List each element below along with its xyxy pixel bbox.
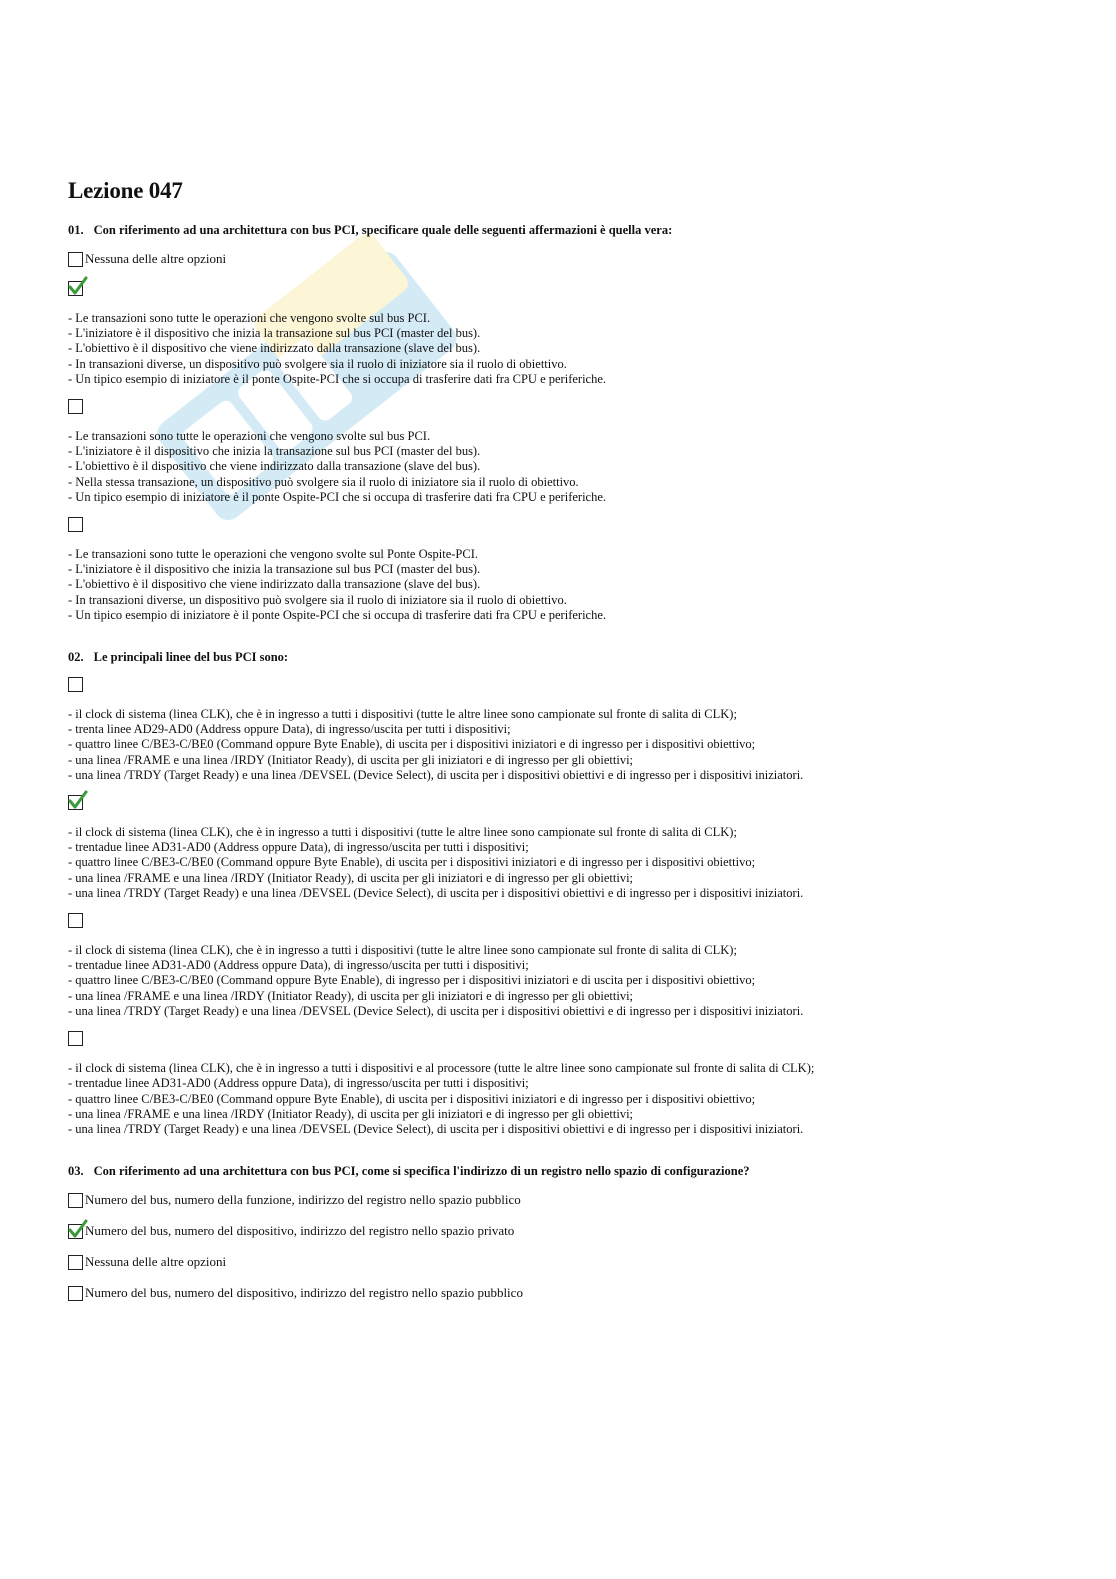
answer-line: - Le transazioni sono tutte le operazioni che vengono svolte sul Ponte Ospite-PCI. [68, 547, 478, 562]
answer-text [68, 1061, 1068, 1137]
answer-line: - quattro linee C/BE3-C/BE0 (Command oppure Byte Enable), di uscita per i dispositivi iniziatori e di ingresso per i dispositivi obiettivo; [68, 1091, 756, 1106]
answer-label: Nessuna delle altre opzioni [85, 251, 227, 266]
answer-line: - il clock di sistema (linea CLK), che è in ingresso a tutti i dispositivi (tutte le altre linee sono campionate sul fronte di salita di CLK); [68, 707, 737, 722]
answer-line: - L'iniziatore è il dispositivo che inizia la transazione sul bus PCI (master del bus). [68, 326, 481, 341]
answer-label: Numero del bus, numero della funzione, indirizzo del registro nello spazio pubblico [85, 1192, 521, 1208]
question-prompt: Con riferimento ad una architettura con bus PCI, specificare quale delle seguenti affermazioni è quella vera: [93, 223, 673, 237]
answer-line: - una linea /FRAME e una linea /IRDY (Initiator Ready), di uscita per gli iniziatori e di ingresso per gli obiettivi; [68, 988, 634, 1003]
answer-line: - L'obiettivo è il dispositivo che viene indirizzato dalla transazione (slave del bus). [68, 577, 481, 592]
answer-line: - L'obiettivo è il dispositivo che viene indirizzato dalla transazione (slave del bus). [68, 459, 481, 474]
answer-line: - trenta linee AD29-AD0 (Address oppure Data), di ingresso/uscita per tutti i dispositivi; [68, 722, 511, 737]
answer-option[interactable] [68, 913, 1068, 1019]
question [68, 222, 1068, 623]
answer-line: - Un tipico esempio di iniziatore è il ponte Ospite-PCI che si occupa di trasferire dati fra CPU e periferiche. [68, 489, 607, 504]
question-number: 03. [68, 1164, 84, 1179]
answer-line: - In transazioni diverse, un dispositivo può svolgere sia il ruolo di iniziatore sia il ruolo di obiettivo. [68, 592, 567, 607]
page-title: Lezione 047 [68, 178, 183, 203]
answer-checkbox[interactable] [68, 252, 83, 267]
answer-label: Nessuna delle altre opzioni [85, 1254, 227, 1270]
answer-line: - trentadue linee AD31-AD0 (Address oppure Data), di ingresso/uscita per tutti i dispositivi; [68, 958, 529, 973]
answer-option[interactable] [68, 677, 1068, 783]
answer-option[interactable] [68, 1191, 1068, 1209]
question [68, 649, 1068, 1137]
question-prompt: Le principali linee del bus PCI sono: [93, 650, 289, 665]
answer-checkbox[interactable] [68, 281, 83, 296]
answer-line: - una linea /TRDY (Target Ready) e una linea /DEVSEL (Device Select), di uscita per i dispositivi obiettivi e di ingresso per i dispositivi iniziatori. [68, 1003, 804, 1018]
answer-checkbox[interactable] [68, 1193, 83, 1208]
answer-line: - trentadue linee AD31-AD0 (Address oppure Data), di ingresso/uscita per tutti i dispositivi; [68, 1076, 529, 1091]
answer-line: - una linea /FRAME e una linea /IRDY (Initiator Ready), di uscita per gli iniziatori e di ingresso per gli obiettivi; [68, 870, 634, 885]
answer-label: Numero del bus, numero del dispositivo, indirizzo del registro nello spazio pubblico [85, 1285, 523, 1301]
answer-line: - una linea /TRDY (Target Ready) e una linea /DEVSEL (Device Select), di uscita per i dispositivi obiettivi e di ingresso per i dispositivi iniziatori. [68, 767, 804, 782]
answer-line: - quattro linee C/BE3-C/BE0 (Command oppure Byte Enable), di uscita per i dispositivi iniziatori e di ingresso per i dispositivi obiettivo; [68, 855, 756, 870]
answer-option[interactable] [68, 1284, 1068, 1302]
answer-line: - trentadue linee AD31-AD0 (Address oppure Data), di ingresso/uscita per tutti i dispositivi; [68, 840, 529, 855]
answer-line: - Un tipico esempio di iniziatore è il ponte Ospite-PCI che si occupa di trasferire dati fra CPU e periferiche. [68, 607, 607, 622]
answer-checkbox[interactable] [68, 677, 83, 692]
question-number: 01. [68, 223, 84, 237]
answer-checkbox[interactable] [68, 1255, 83, 1270]
answer-line: - quattro linee C/BE3-C/BE0 (Command oppure Byte Enable), di ingresso per i dispositivi iniziatori e di uscita per i dispositivi obiettivo; [68, 973, 756, 988]
answer-line: - il clock di sistema (linea CLK), che è in ingresso a tutti i dispositivi (tutte le altre linee sono campionate sul fronte di salita di CLK); [68, 825, 737, 840]
answer-label: Numero del bus, numero del dispositivo, indirizzo del registro nello spazio privato [85, 1223, 515, 1239]
answer-line: - il clock di sistema (linea CLK), che è in ingresso a tutti i dispositivi e al processore (tutte le altre linee sono campionate sul fronte di salita di CLK); [68, 1061, 815, 1076]
answer-checkbox[interactable] [68, 913, 83, 928]
answer-line: - quattro linee C/BE3-C/BE0 (Command oppure Byte Enable), di uscita per i dispositivi iniziatori e di ingresso per i dispositivi obiettivo; [68, 737, 756, 752]
answer-line: - L'iniziatore è il dispositivo che inizia la transazione sul bus PCI (master del bus). [68, 562, 481, 577]
answer-text [68, 311, 1068, 387]
checkmark-icon [68, 276, 88, 296]
answer-checkbox[interactable] [68, 399, 83, 414]
answer-line: - Le transazioni sono tutte le operazioni che vengono svolte sul bus PCI. [68, 311, 431, 325]
checkmark-icon [68, 1219, 88, 1239]
answer-option[interactable] [68, 795, 1068, 901]
answer-line: - Le transazioni sono tutte le operazioni che vengono svolte sul bus PCI. [68, 429, 431, 444]
checkmark-icon [68, 790, 88, 810]
answer-line: - L'iniziatore è il dispositivo che inizia la transazione sul bus PCI (master del bus). [68, 444, 481, 459]
answer-text [68, 547, 1068, 623]
answer-line: - il clock di sistema (linea CLK), che è in ingresso a tutti i dispositivi (tutte le altre linee sono campionate sul fronte di salita di CLK); [68, 943, 737, 958]
answer-text [68, 707, 1068, 783]
answer-line: - Un tipico esempio di iniziatore è il ponte Ospite-PCI che si occupa di trasferire dati fra CPU e periferiche. [68, 371, 607, 386]
question-text [68, 222, 1068, 238]
answer-option[interactable] [68, 1222, 1068, 1240]
question-number: 02. [68, 650, 84, 665]
answer-option[interactable] [68, 281, 1068, 387]
answer-checkbox[interactable] [68, 1224, 83, 1239]
answer-checkbox[interactable] [68, 517, 83, 532]
answer-option[interactable] [68, 1253, 1068, 1271]
answer-line: - una linea /TRDY (Target Ready) e una linea /DEVSEL (Device Select), di uscita per i dispositivi obiettivi e di ingresso per i dispositivi iniziatori. [68, 885, 804, 900]
question-prompt: Con riferimento ad una architettura con bus PCI, come si specifica l'indirizzo di un registro nello spazio di configurazione? [93, 1164, 750, 1179]
answer-line: - una linea /TRDY (Target Ready) e una linea /DEVSEL (Device Select), di uscita per i dispositivi obiettivi e di ingresso per i dispositivi iniziatori. [68, 1121, 804, 1136]
question [68, 1163, 1068, 1302]
answer-text [68, 429, 1068, 505]
answer-checkbox[interactable] [68, 795, 83, 810]
question-text [68, 649, 1068, 665]
answer-line: - L'obiettivo è il dispositivo che viene indirizzato dalla transazione (slave del bus). [68, 341, 481, 356]
answer-line: - una linea /FRAME e una linea /IRDY (Initiator Ready), di uscita per gli iniziatori e di ingresso per gli obiettivi; [68, 752, 634, 767]
answer-text [68, 825, 1068, 901]
answer-checkbox[interactable] [68, 1286, 83, 1301]
answer-line: - In transazioni diverse, un dispositivo può svolgere sia il ruolo di iniziatore sia il ruolo di obiettivo. [68, 356, 567, 371]
answer-text [68, 943, 1068, 1019]
answer-line: - Nella stessa transazione, un dispositivo può svolgere sia il ruolo di iniziatore sia il ruolo di obiettivo. [68, 474, 579, 489]
answer-option[interactable] [68, 399, 1068, 505]
answer-option[interactable] [68, 250, 1068, 268]
answer-checkbox[interactable] [68, 1031, 83, 1046]
answer-option[interactable] [68, 517, 1068, 623]
question-text [68, 1163, 1068, 1179]
questions-list [68, 222, 1068, 1302]
answer-option[interactable] [68, 1031, 1068, 1137]
answer-line: - una linea /FRAME e una linea /IRDY (Initiator Ready), di uscita per gli iniziatori e di ingresso per gli obiettivi; [68, 1106, 634, 1121]
